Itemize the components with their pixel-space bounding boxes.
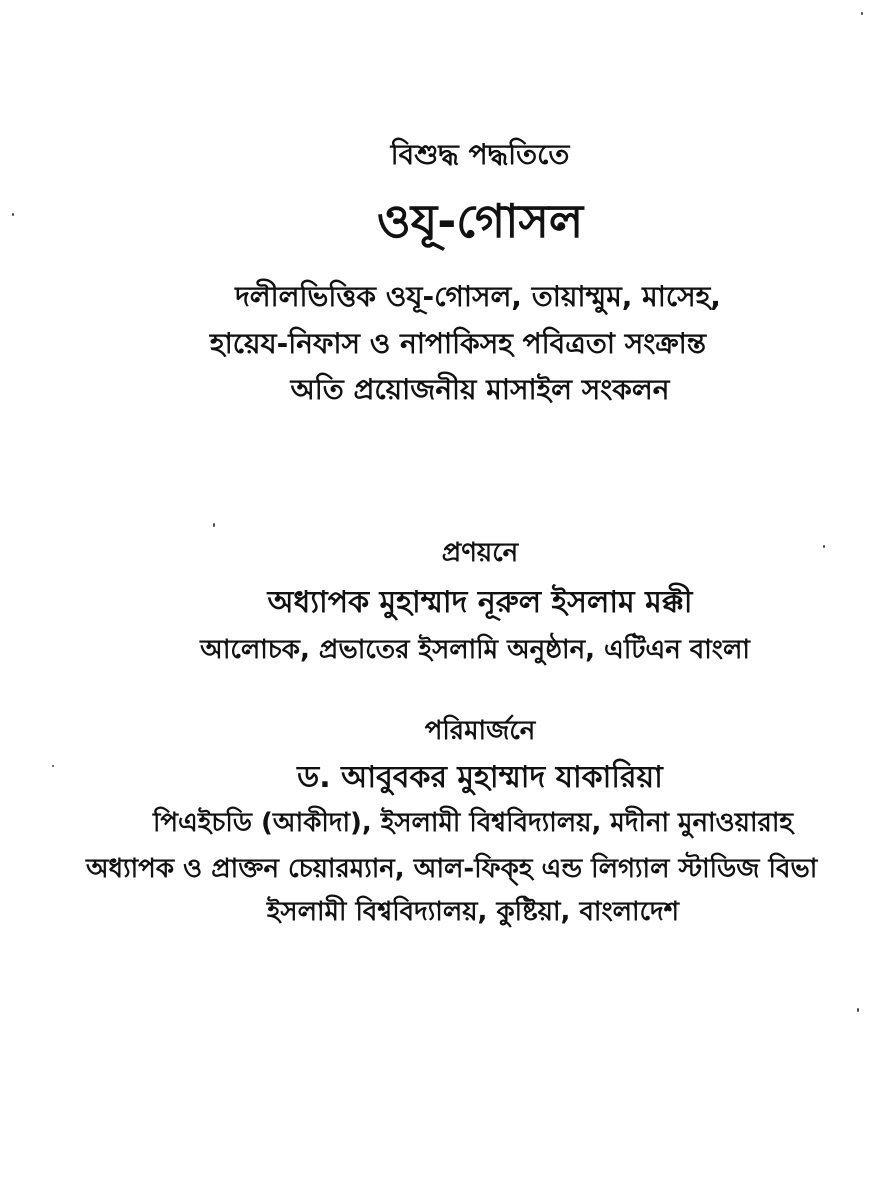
author-label: প্রণয়নে bbox=[441, 538, 519, 568]
book-title: ওযূ-গোসল bbox=[376, 194, 584, 248]
description-line-3: অতি প্রয়োজনীয় মাসাইল সংকলন bbox=[290, 373, 670, 406]
editor-label: পরিমার্জনে bbox=[424, 716, 536, 746]
scan-speck bbox=[857, 1008, 859, 1012]
scan-speck bbox=[213, 523, 215, 527]
title-subtitle: বিশুদ্ধ পদ্ধতিতে bbox=[390, 138, 570, 171]
editor-name: ড. আবুবকর মুহাম্মাদ যাকারিয়া bbox=[297, 760, 663, 795]
scan-speck bbox=[861, 12, 863, 15]
author-role: আলোচক, প্রভাতের ইসলামি অনুষ্ঠান, এটিএন বাংলা bbox=[200, 635, 750, 665]
scan-speck bbox=[823, 545, 825, 548]
editor-detail-line-2: অধ্যাপক ও প্রাক্তন চেয়ারম্যান, আল-ফিক্‌হ এন্ড লিগ্যাল স্টাডিজ বিভা bbox=[86, 854, 818, 884]
author-name: অধ্যাপক মুহাম্মাদ নূরুল ইসলাম মক্কী bbox=[267, 585, 693, 620]
scan-speck bbox=[52, 765, 54, 767]
description-line-1: দলীলভিত্তিক ওযূ-গোসল, তায়াম্মুম, মাসেহ, bbox=[235, 280, 721, 313]
editor-detail-line-3: ইসলামী বিশ্ববিদ্যালয়, কুষ্টিয়া, বাংলাদেশ bbox=[266, 897, 680, 927]
description-line-2: হায়েয-নিফাস ও নাপাকিসহ পবিত্রতা সংক্রান্ত bbox=[209, 327, 707, 360]
editor-detail-line-1: পিএইচডি (আকীদা), ইসলামী বিশ্ববিদ্যালয়, মদীনা মুনাওয়ারাহ bbox=[152, 808, 794, 838]
scan-speck bbox=[12, 213, 14, 216]
